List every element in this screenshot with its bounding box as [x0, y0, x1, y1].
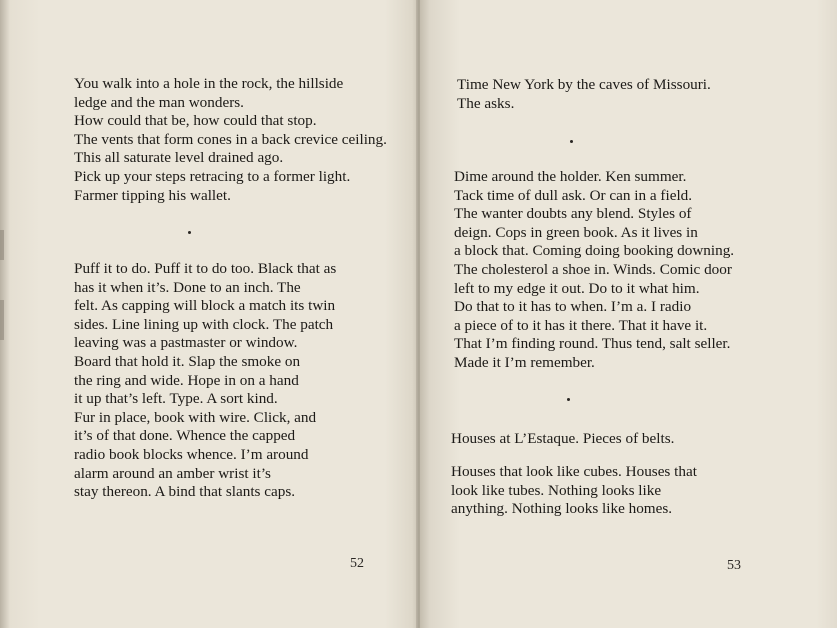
poem-line: ledge and the man wonders. [74, 93, 244, 111]
poem-line: has it when it’s. Done to an inch. The [74, 278, 301, 296]
page-edge-mark [0, 230, 4, 260]
poem-line: Dime around the holder. Ken summer. [454, 168, 687, 185]
section-dot [188, 231, 191, 234]
poem-line: alarm around an amber wrist it’s [74, 464, 271, 482]
poem-line: left to my edge it out. Do to it what him. [454, 279, 700, 297]
poem-line: it up that’s left. Type. A sort kind. [74, 390, 278, 408]
poem-line: anything. Nothing looks like homes. [451, 500, 673, 518]
right-stanza-2 [454, 168, 734, 373]
poem-line: felt. As capping will block a match its twin [74, 297, 336, 315]
poem-line: The cholesterol a shoe in. Winds. Comic door [454, 260, 732, 278]
poem-line: This all saturate level drained ago. [74, 149, 284, 167]
poem-line: the ring and wide. Hope in on a hand [74, 371, 299, 389]
poem-line: deign. Cops in green book. As it lives in [454, 223, 698, 241]
poem-line: Farmer tipping his wallet. [74, 186, 231, 204]
poem-line: Fur in place, book with wire. Click, and [74, 408, 317, 426]
right-stanza-1 [457, 76, 711, 113]
poem-title: Houses at L’Estaque. Pieces of belts. [451, 430, 675, 447]
poem-line: Tack time of dull ask. Or can in a field. [454, 186, 693, 204]
poem-line: leaving was a pastmaster or window. [74, 334, 298, 352]
left-stanza-1 [74, 75, 387, 205]
page-number: 53 [727, 558, 741, 573]
page-number: 52 [350, 556, 364, 571]
poem-line: That I’m finding round. Thus tend, salt seller. [454, 335, 731, 353]
poem-line: Time New York by the caves of Missouri. [457, 76, 711, 93]
right-page [420, 0, 837, 628]
poem-line: a block that. Coming doing booking downing. [454, 242, 735, 260]
right-stanza-3 [451, 463, 697, 519]
poem-line: sides. Line lining up with clock. The patch [74, 315, 334, 333]
poem-line: Houses that look like cubes. Houses that [451, 463, 697, 480]
poem-line: Board that hold it. Slap the smoke on [74, 352, 301, 370]
page-edge-mark [0, 300, 4, 340]
poem-line: How could that be, how could that stop. [74, 112, 317, 130]
poem-line: Made it I’m remember. [454, 353, 595, 371]
poem-line: Do that to it has to when. I’m a. I radio [454, 298, 692, 316]
poem-line: The asks. [457, 94, 515, 112]
poem-line: The vents that form cones in a back crevice ceiling. [74, 130, 387, 148]
left-stanza-2 [74, 260, 336, 502]
poem-line: You walk into a hole in the rock, the hillside [74, 75, 344, 92]
poem-line: The wanter doubts any blend. Styles of [454, 205, 692, 223]
poem-line: it’s of that done. Whence the capped [74, 427, 296, 445]
poem-line: a piece of to it has it there. That it have it. [454, 316, 708, 334]
poem-line: radio book blocks whence. I’m around [74, 445, 309, 463]
section-dot [570, 140, 573, 143]
poem-line: stay thereon. A bind that slants caps. [74, 483, 296, 501]
poem-line: Pick up your steps retracing to a former light. [74, 167, 351, 185]
poem-line: look like tubes. Nothing looks like [451, 481, 662, 499]
section-dot [567, 398, 570, 401]
right-title-line [451, 430, 674, 449]
poem-line: Puff it to do. Puff it to do too. Black that as [74, 260, 337, 277]
